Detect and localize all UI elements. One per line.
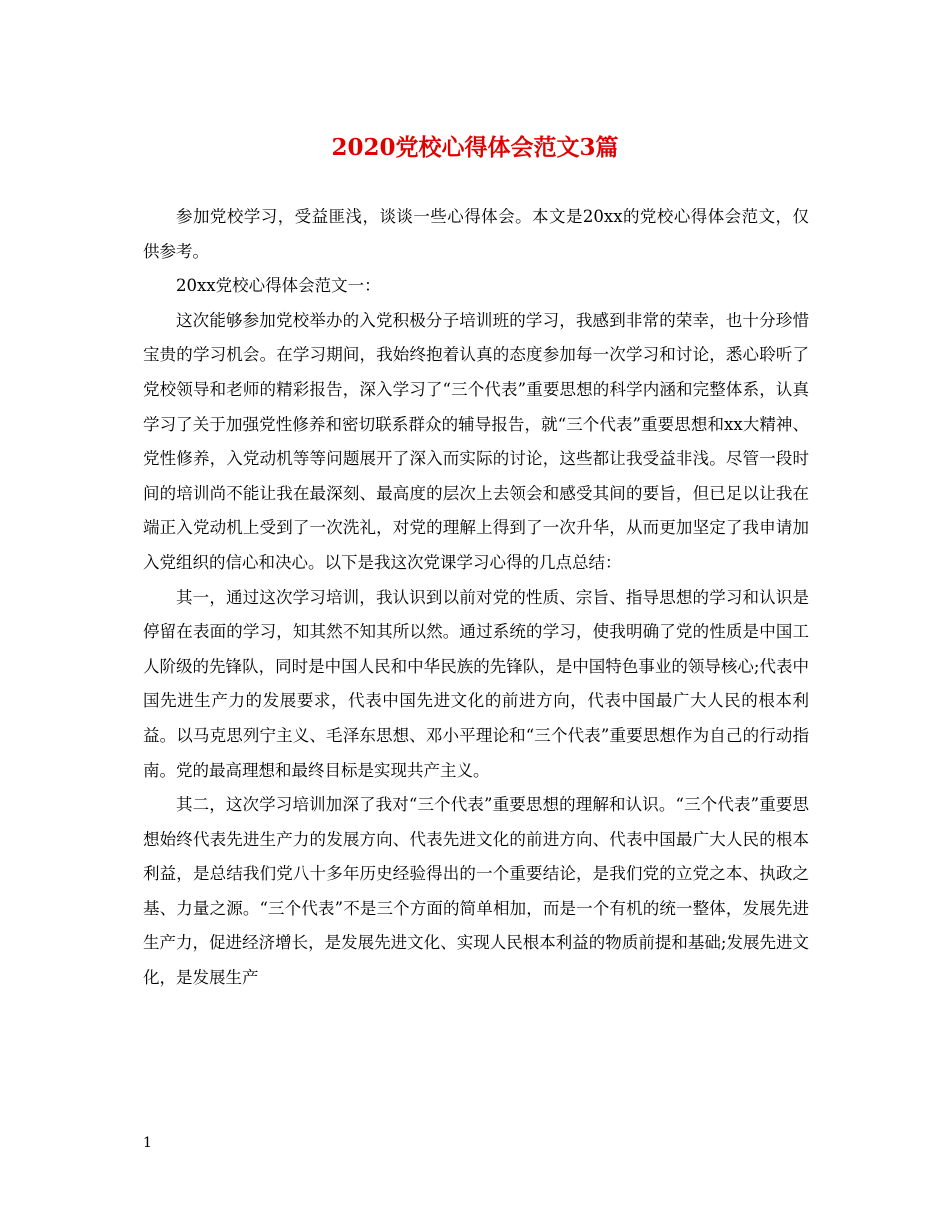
paragraph-intro: 参加党校学习，受益匪浅，谈谈一些心得体会。本文是20xx的党校心得体会范文，仅供参考。 xyxy=(143,207,809,261)
page-number: 1 xyxy=(143,1135,152,1151)
document-title: 2020党校心得体会范文3篇 xyxy=(331,134,619,161)
paragraph-point-1: 其一，通过这次学习培训，我认识到以前对党的性质、宗旨、指导思想的学习和认识是停留在表面的学习，知其然不知其所以然。通过系统的学习，使我明确了党的性质是中国工人阶级的先锋队，同时是中国人民和中华民族的先锋队，是中国特色事业的领导核心;代表中国先进生产力的发展要求，代表中国先进文化的前进方向，代表中国最广大人民的根本利益。以马克思列宁主义、毛泽东思想、邓小平理论和“三个代表”重要思想作为自己的行动指南。党的最高理想和最终目标是实现共产主义。 xyxy=(143,587,809,780)
paragraph-body-1: 这次能够参加党校举办的入党积极分子培训班的学习，我感到非常的荣幸，也十分珍惜宝贵的学习机会。在学习期间，我始终抱着认真的态度参加每一次学习和讨论，悉心聆听了党校领导和老师的精彩报告，深入学习了“三个代表”重要思想的科学内涵和完整体系，认真学习了关于加强党性修养和密切联系群众的辅导报告，就“三个代表”重要思想和xx大精神、党性修养，入党动机等等问题展开了深入而实际的讨论，这些都让我受益非浅。尽管一段时间的培训尚不能让我在最深刻、最高度的层次上去领会和感受其间的要旨，但已足以让我在端正入党动机上受到了一次洗礼，对党的理解上得到了一次升华，从而更加坚定了我申请加入党组织的信心和决心。以下是我这次党课学习心得的几点总结： xyxy=(143,310,809,572)
paragraph-section-heading: 20xx党校心得体会范文一： xyxy=(176,276,381,296)
document-body xyxy=(143,200,809,996)
paragraph-point-2: 其二，这次学习培训加深了我对“三个代表”重要思想的理解和认识。“三个代表”重要思想始终代表先进生产力的发展方向、代表先进文化的前进方向、代表中国最广大人民的根本利益，是总结我们党八十多年历史经验得出的一个重要结论，是我们党的立党之本、执政之基、力量之源。“三个代表”不是三个方面的简单相加，而是一个有机的统一整体，发展先进生产力，促进经济增长，是发展先进文化、实现人民根本利益的物质前提和基础;发展先进文化，是发展生产 xyxy=(143,795,809,988)
